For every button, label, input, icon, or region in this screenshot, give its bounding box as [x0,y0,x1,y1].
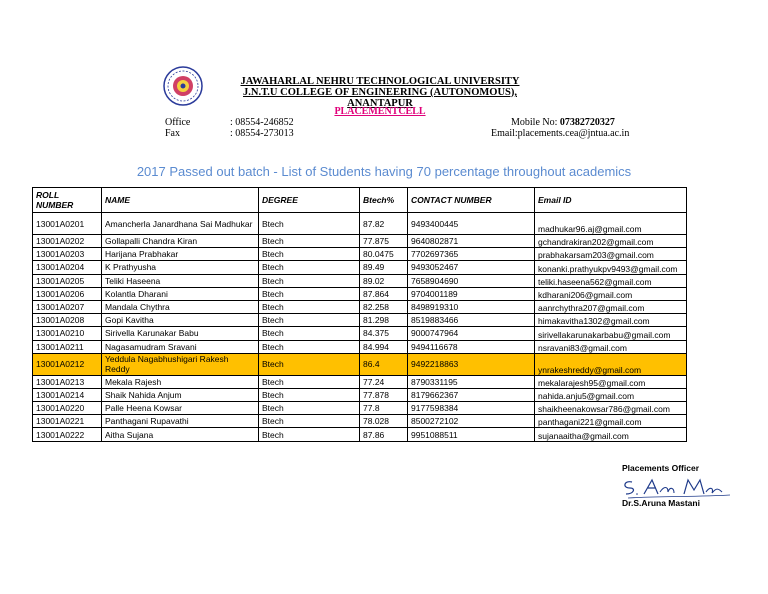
degree-cell: Btech [259,248,360,261]
contact-number-cell: 8179662367 [408,388,535,401]
degree-cell: Btech [259,300,360,313]
btech-percent-cell: 89.02 [360,274,408,287]
name-cell: Shaik Nahida Anjum [102,388,259,401]
contact-number-cell: 9493052467 [408,261,535,274]
name-cell: Teliki Haseena [102,274,259,287]
email-cell: panthagani221@gmail.com [535,415,687,428]
degree-cell: Btech [259,353,360,375]
table-row [33,314,687,327]
email-cell: konanki.prathyukpv9493@gmail.com [535,261,687,274]
btech-percent-cell: 84.994 [360,340,408,353]
degree-cell: Btech [259,402,360,415]
roll-number-cell: 13001A0205 [33,274,102,287]
contact-number-cell: 8790331195 [408,375,535,388]
email-cell: mekalarajesh95@gmail.com [535,375,687,388]
officer-name: Dr.S.Aruna Mastani [622,498,700,508]
roll-number-cell: 13001A0210 [33,327,102,340]
name-cell: K Prathyusha [102,261,259,274]
degree-cell: Btech [259,428,360,441]
column-header-btech-percent: Btech% [360,188,408,213]
table-body [33,213,687,442]
degree-cell: Btech [259,314,360,327]
roll-number-cell: 13001A0221 [33,415,102,428]
email-line: Email:placements.cea@jntua.ac.in [491,128,630,139]
email-cell: prabhakarsam203@gmail.com [535,248,687,261]
contact-number-cell: 8519883466 [408,314,535,327]
email-cell: nsravani83@gmail.com [535,340,687,353]
table-row [33,287,687,300]
column-header-contact-number: CONTACT NUMBER [408,188,535,213]
column-header-roll-number: ROLL NUMBER [33,188,102,213]
btech-percent-cell: 78.028 [360,415,408,428]
roll-number-cell: 13001A0203 [33,248,102,261]
roll-number-cell: 13001A0214 [33,388,102,401]
table-row [33,213,687,235]
table-row [33,340,687,353]
name-cell: Aitha Sujana [102,428,259,441]
university-header [210,76,550,109]
name-cell: Gollapalli Chandra Kiran [102,235,259,248]
contact-number-cell: 7702697365 [408,248,535,261]
email-cell: gchandrakiran202@gmail.com [535,235,687,248]
roll-number-cell: 13001A0206 [33,287,102,300]
btech-percent-cell: 77.8 [360,402,408,415]
university-name: JAWAHARLAL NEHRU TECHNOLOGICAL UNIVERSITY [240,76,520,87]
btech-percent-cell: 87.864 [360,287,408,300]
name-cell: Panthagani Rupavathi [102,415,259,428]
email-cell: himakavitha1302@gmail.com [535,314,687,327]
office-label: Office [165,117,191,128]
degree-cell: Btech [259,287,360,300]
college-name: J.N.T.U COLLEGE OF ENGINEERING (AUTONOMOUS), ANANTAPUR [243,87,517,109]
btech-percent-cell: 77.875 [360,235,408,248]
column-header-name: NAME [102,188,259,213]
btech-percent-cell: 87.82 [360,213,408,235]
roll-number-cell: 13001A0202 [33,235,102,248]
name-cell: Mekala Rajesh [102,375,259,388]
name-cell: Amancherla Janardhana Sai Madhukar [102,213,259,235]
degree-cell: Btech [259,261,360,274]
email-cell: ynrakeshreddy@gmail.com [535,353,687,375]
office-number: : 08554-246852 [230,117,294,128]
degree-cell: Btech [259,235,360,248]
table-row [33,248,687,261]
degree-cell: Btech [259,415,360,428]
email-cell: aanrchythra207@gmail.com [535,300,687,313]
table-header-row [33,188,687,213]
table-row [33,235,687,248]
contact-number-cell: 7658904690 [408,274,535,287]
contact-number-cell: 9704001189 [408,287,535,300]
btech-percent-cell: 77.878 [360,388,408,401]
roll-number-cell: 13001A0220 [33,402,102,415]
degree-cell: Btech [259,375,360,388]
officer-title: Placements Officer [622,463,700,473]
email-cell: sirivellakarunakarbabu@gmail.com [535,327,687,340]
roll-number-cell: 13001A0212 [33,353,102,375]
fax-label: Fax [165,128,180,139]
email-cell: nahida.anju5@gmail.com [535,388,687,401]
btech-percent-cell: 84.375 [360,327,408,340]
placement-cell-title: PLACEMENTCELL [334,106,426,117]
list-headline: 2017 Passed out batch - List of Students having 70 percentage throughout academics [136,164,632,179]
contact-number-cell: 9640802871 [408,235,535,248]
btech-percent-cell: 77.24 [360,375,408,388]
roll-number-cell: 13001A0222 [33,428,102,441]
roll-number-cell: 13001A0201 [33,213,102,235]
mobile-label: Mobile No: [511,117,560,128]
name-cell: Yeddula Nagabhushigari Rakesh Reddy [102,353,259,375]
fax-number: : 08554-273013 [230,128,294,139]
btech-percent-cell: 89.49 [360,261,408,274]
students-table [32,187,687,442]
table-row [33,274,687,287]
roll-number-cell: 13001A0207 [33,300,102,313]
degree-cell: Btech [259,327,360,340]
contact-number-cell: 8498919310 [408,300,535,313]
table-row [33,402,687,415]
contact-number-cell: 9000747964 [408,327,535,340]
contact-number-cell: 9951088511 [408,428,535,441]
table-row [33,428,687,441]
contact-number-cell: 9177598384 [408,402,535,415]
contact-number-cell: 8500272102 [408,415,535,428]
degree-cell: Btech [259,274,360,287]
name-cell: Mandala Chythra [102,300,259,313]
degree-cell: Btech [259,388,360,401]
btech-percent-cell: 87.86 [360,428,408,441]
email-cell: madhukar96.aj@gmail.com [535,213,687,235]
btech-percent-cell: 80.0475 [360,248,408,261]
mobile-number: 07382720327 [559,117,615,128]
university-logo [163,66,203,106]
email-cell: kdharani206@gmail.com [535,287,687,300]
name-cell: Palle Heena Kowsar [102,402,259,415]
email-cell: shaikheenakowsar786@gmail.com [535,402,687,415]
name-cell: Nagasamudram Sravani [102,340,259,353]
btech-percent-cell: 86.4 [360,353,408,375]
table-row [33,261,687,274]
table-row [33,327,687,340]
roll-number-cell: 13001A0208 [33,314,102,327]
contact-number-cell: 9492218863 [408,353,535,375]
email-cell: teliki.haseena562@gmail.com [535,274,687,287]
roll-number-cell: 13001A0211 [33,340,102,353]
column-header-degree: DEGREE [259,188,360,213]
mobile-line [511,117,615,128]
contact-number-cell: 9493400445 [408,213,535,235]
email-cell: sujanaaitha@gmail.com [535,428,687,441]
name-cell: Gopi Kavitha [102,314,259,327]
roll-number-cell: 13001A0213 [33,375,102,388]
degree-cell: Btech [259,213,360,235]
table-row [33,388,687,401]
name-cell: Sirivella Karunakar Babu [102,327,259,340]
table-row [33,300,687,313]
degree-cell: Btech [259,340,360,353]
btech-percent-cell: 81.298 [360,314,408,327]
contact-number-cell: 9494116678 [408,340,535,353]
table-row [33,375,687,388]
roll-number-cell: 13001A0204 [33,261,102,274]
btech-percent-cell: 82.258 [360,300,408,313]
column-header-email-id: Email ID [535,188,687,213]
table-row [33,353,687,375]
name-cell: Kolantla Dharani [102,287,259,300]
name-cell: Harijana Prabhakar [102,248,259,261]
table-row [33,415,687,428]
